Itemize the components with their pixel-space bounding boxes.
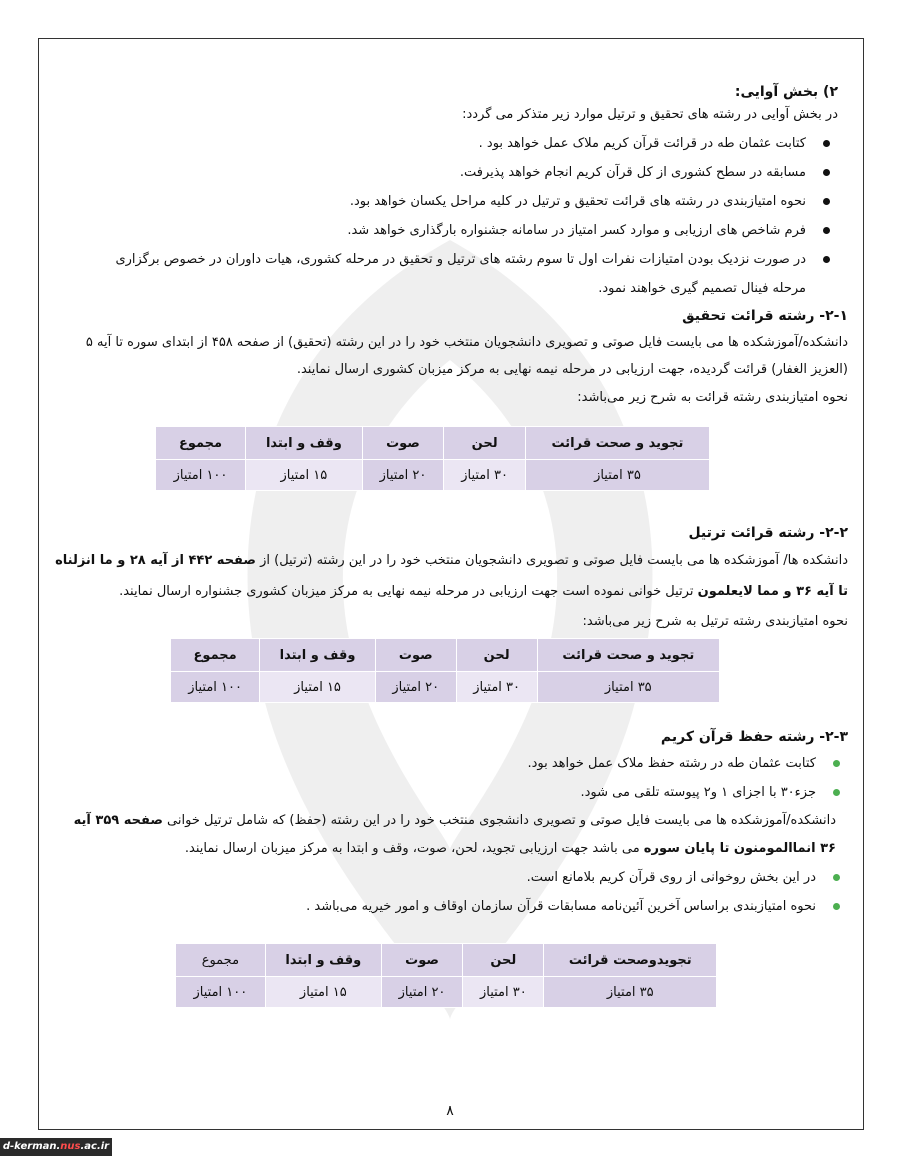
tahqiq-scoring-note: نحوه امتیازبندی رشته قرائت به شرح زیر می‌باشد: [577, 390, 848, 405]
table-cell: ۳۵ امتیاز [525, 460, 709, 491]
column-header: صوت [381, 944, 462, 977]
table-header-row [156, 427, 710, 460]
column-header: مجموع [156, 427, 246, 460]
list-item: جزء۳۰ با اجزای ۱ و۲ پیوسته تلقی می شود. [55, 778, 848, 807]
column-header: وقف و ابتدا [246, 427, 363, 460]
list-item: نحوه امتیازبندی در رشته های قرائت تحقیق و ترتیل در کلیه مراحل یکسان خواهد بود. [55, 187, 838, 216]
tahqiq-score-table [155, 426, 710, 491]
bullet-icon [833, 760, 840, 767]
table-cell: ۱۵ امتیاز [260, 672, 376, 703]
section-tartil [55, 521, 848, 703]
bullet-icon [833, 903, 840, 910]
table-cell: ۱۰۰ امتیاز [176, 977, 266, 1008]
column-header: صوت [362, 427, 444, 460]
section-hefz [55, 725, 848, 1008]
tahqiq-title: ۲-۱- رشته قرائت تحقیق [682, 308, 848, 324]
table-cell: ۲۰ امتیاز [362, 460, 444, 491]
bullet-icon [823, 227, 830, 234]
table-cell: ۱۰۰ امتیاز [156, 460, 246, 491]
tartil-scoring-note: نحوه امتیازبندی رشته ترتیل به شرح زیر می‌باشد: [582, 614, 848, 629]
table-cell: ۳۵ امتیاز [544, 977, 717, 1008]
column-header: لحن [444, 427, 526, 460]
column-header: تجویدوصحت قرائت [544, 944, 717, 977]
column-header: تجوید و صحت قرائت [537, 639, 719, 672]
hefz-bottom-bullets [55, 863, 848, 921]
column-header: صوت [375, 639, 456, 672]
hefz-title: ۲-۳- رشته حفظ قرآن کریم [660, 729, 848, 745]
table-cell: ۱۵ امتیاز [246, 460, 363, 491]
section-title: ۲) بخش آوایی: [734, 84, 838, 100]
table-header-row [171, 639, 720, 672]
table-cell: ۳۰ امتیاز [456, 672, 537, 703]
section-intro: در بخش آوایی در رشته های تحقیق و ترتیل موارد زیر متذکر می گردد: [462, 107, 838, 122]
bullet-icon [833, 874, 840, 881]
table-row [171, 672, 720, 703]
section-bullets [55, 129, 838, 303]
tartil-score-table [170, 638, 720, 703]
list-item: در این بخش روخوانی از روی قرآن کریم بلامانع است. [55, 863, 848, 892]
list-item: کتابت عثمان طه در قرائت قرآن کریم ملاک عمل خواهد بود . [55, 129, 838, 158]
list-item: در صورت نزدیک بودن امتیازات نفرات اول تا سوم رشته های ترتیل و تحقیق در مرحله کشوری، هیات داوران در خصوص برگزاری مرحله فینال تصمیم گیری خواهند نمود. [55, 245, 838, 303]
tartil-body: دانشکده ها/ آموزشکده ها می بایست فایل صوتی و تصویری دانشجویان منتخب خود را در این رشته (ترتیل) از صفحه ۴۴۲ از آیه ۲۸ و ما انزلناه تا آیه ۳۶ و مما لایعلمون ترتیل خوانی نموده است جهت ارزیابی در مرحله نیمه نهایی به مرکز میزبان کشوری جشنواره ارسال نمایند. [55, 553, 848, 599]
column-header: لحن [456, 639, 537, 672]
hefz-score-table [175, 943, 717, 1008]
tartil-title: ۲-۲- رشته قرائت ترتیل [688, 525, 848, 541]
table-cell: ۲۰ امتیاز [375, 672, 456, 703]
bullet-icon [833, 789, 840, 796]
document-page [55, 82, 848, 1008]
table-cell: ۳۰ امتیاز [444, 460, 526, 491]
table-row [156, 460, 710, 491]
section-tahqiq [55, 303, 848, 491]
hefz-body: دانشکده/آموزشکده ها می بایست فایل صوتی و تصویری دانشجوی منتخب خود را در این رشته (حفظ) که شامل ترتیل خوانی صفحه ۳۵۹ آیه ۳۶ انماالمومنون تا پایان سوره می باشد جهت ارزیابی تجوید، لحن، صوت، وقف و ابتدا به مرکز میزبان ارسال نمایند. [73, 813, 836, 856]
column-header: مجموع [176, 944, 266, 977]
table-cell: ۲۰ امتیاز [381, 977, 462, 1008]
table-header-row [176, 944, 717, 977]
table-cell: ۱۰۰ امتیاز [171, 672, 260, 703]
list-item: مسابقه در سطح کشوری از کل قرآن کریم انجام خواهد پذیرفت. [55, 158, 838, 187]
tahqiq-body: دانشکده/آموزشکده ها می بایست فایل صوتی و تصویری دانشجویان منتخب خود را در این رشته (تحقیق) از صفحه ۴۵۸ از ابتدای سوره تا آیه ۵ (العزیز الغفار) قرائت گردیده، جهت ارزیابی در مرحله نیمه نهایی به مرکز میزبان کشوری ارسال نمایند. [85, 335, 848, 377]
list-item: کتابت عثمان طه در رشته حفظ ملاک عمل خواهد بود. [55, 749, 848, 778]
bullet-icon [823, 140, 830, 147]
column-header: وقف و ابتدا [265, 944, 381, 977]
list-item: فرم شاخص های ارزیابی و موارد کسر امتیاز در سامانه جشنواره بارگذاری خواهد شد. [55, 216, 838, 245]
table-cell: ۳۰ امتیاز [463, 977, 544, 1008]
column-header: وقف و ابتدا [260, 639, 376, 672]
column-header: مجموع [171, 639, 260, 672]
column-header: لحن [463, 944, 544, 977]
bullet-icon [823, 169, 830, 176]
list-item: نحوه امتیازبندی براساس آخرین آئین‌نامه مسابقات قرآن سازمان اوقاف و امور خیریه می‌باشد . [55, 892, 848, 921]
hefz-top-bullets [55, 749, 848, 807]
section-voice [55, 84, 848, 303]
page-number: ۸ [446, 1103, 454, 1119]
site-badge[interactable]: d-kerman.nus.ac.ir [0, 1138, 112, 1156]
column-header: تجوید و صحت قرائت [525, 427, 709, 460]
table-cell: ۳۵ امتیاز [537, 672, 719, 703]
bullet-icon [823, 198, 830, 205]
bullet-icon [823, 256, 830, 263]
table-row [176, 977, 717, 1008]
table-cell: ۱۵ امتیاز [265, 977, 381, 1008]
